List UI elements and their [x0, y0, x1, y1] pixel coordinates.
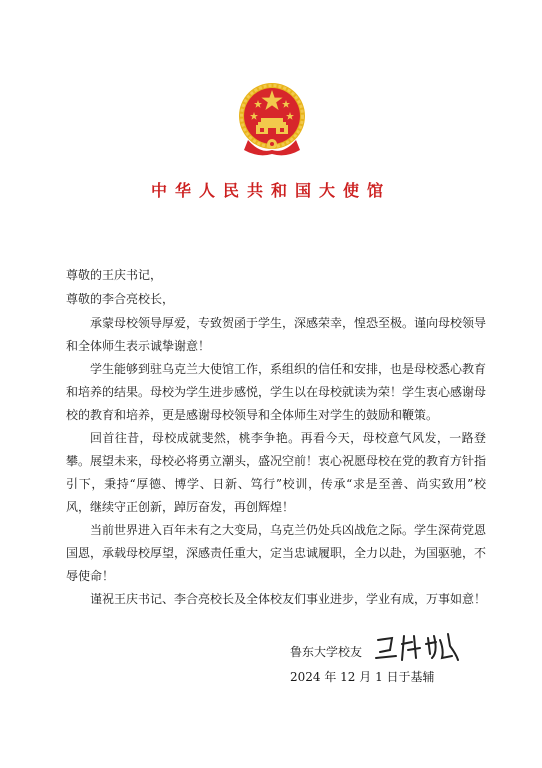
salutation-line-1: 尊敬的王庆书记，: [66, 268, 163, 282]
salutation: [66, 263, 174, 311]
paragraph-5: 谨祝王庆书记、李合亮校长及全体校友们事业进步，学业有成，万事如意！: [90, 592, 487, 606]
paragraph-3: 回首往昔，母校成就斐然，桃李争艳。再看今天，母校意气风发，一路登攀。展望未来，母校必将勇立潮头，盛况空前！衷心祝愿母校在党的教育方针指引下，秉持“厚德、博学、日新、笃行”校训，传承“求是至善、尚实致用”校风，继续守正创新，踔厉奋发，再创辉煌！: [66, 431, 487, 514]
paragraph-4: 当前世界进入百年未有之大变局，乌克兰仍处兵凶战危之际。学生深荷党恩国恩，承载母校厚望，深感责任重大，定当忠诚履职，全力以赴，为国驱驰，不辱使命！: [66, 523, 487, 583]
sender-line: [290, 640, 520, 664]
embassy-title: 中华人民共和国大使馆: [150, 181, 391, 200]
handwritten-signature: [372, 630, 462, 664]
national-emblem: [234, 78, 310, 158]
signature-block: [290, 640, 520, 688]
sender-name: 鲁东大学校友: [290, 645, 363, 659]
paragraph-1: 承蒙母校领导厚爱，专致贺函于学生，深感荣幸，惶恐至极。谨向母校领导和全体师生表示诚挚谢意！: [66, 316, 487, 353]
letter-date: 2024 年 12 月 1 日于基辅: [290, 670, 435, 684]
letter-body: [66, 312, 486, 611]
paragraph-2: 学生能够到驻乌克兰大使馆工作，系组织的信任和安排，也是母校悉心教育和培养的结果。母校为学生进步感悦，学生以在母校就读为荣！学生衷心感谢母校的教育和培养，更是感谢母校领导和全体师生对学生的鼓励和鞭策。: [66, 362, 487, 422]
salutation-line-2: 尊敬的李合亮校长，: [66, 292, 175, 306]
